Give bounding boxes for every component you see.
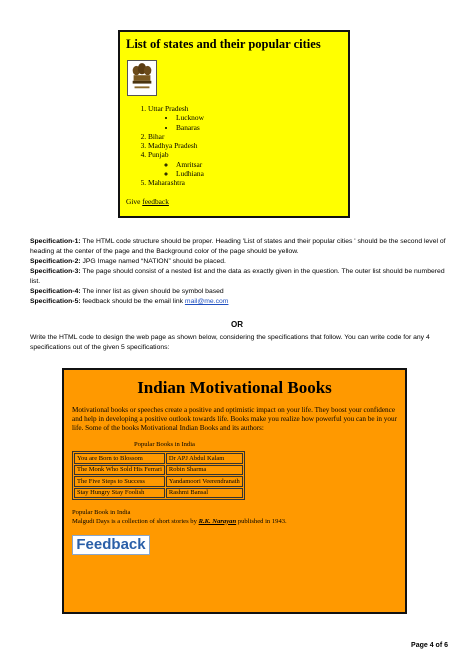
state-name: Maharashtra: [148, 178, 185, 188]
author-cell: Yandamoori Veerendranath: [166, 476, 243, 487]
spec-text: The inner list as given should be symbol based: [82, 288, 224, 295]
state-item: [148, 132, 204, 141]
specifications-block: [30, 237, 450, 307]
cities-list: [166, 160, 204, 179]
national-emblem-image: [127, 60, 157, 96]
cities-list: [166, 113, 204, 132]
table-row: [74, 465, 243, 476]
state-item: [148, 104, 204, 132]
author-name: R.K. Narayan: [198, 517, 237, 525]
spec-label: Specification-4:: [30, 288, 81, 295]
spec-label: Specification-1:: [30, 238, 81, 245]
specification-1: [30, 237, 450, 257]
spec-label: Specification-5:: [30, 298, 81, 305]
books-table: [72, 451, 245, 500]
instruction-text: Write the HTML code to design the web page as shown below, considering the specifications that follow. You can write code for any 4 specifications out of the given 5 specifications:: [30, 334, 430, 351]
feedback-button[interactable]: Feedback: [72, 535, 150, 555]
spec-text: The HTML code structure should be proper. Heading 'List of states and their popular cities ' should be the second level of heading at the center of the page and the Background color of the page should be yellow.: [30, 238, 446, 255]
city-item: ◦ Amritsar: [176, 160, 204, 169]
author-cell: Rashmi Bansal: [166, 488, 243, 499]
books-title: Indian Motivational Books: [137, 378, 332, 397]
city-item: • Lucknow: [176, 113, 204, 122]
give-text: Give: [126, 197, 141, 206]
spec-text: feedback should be the email link: [82, 298, 184, 305]
table-row: [74, 476, 243, 487]
table-row: [74, 453, 243, 464]
feedback-line: [126, 197, 169, 206]
book-cell: The Five Steps to Success: [74, 476, 165, 487]
city-item: • Banaras: [176, 123, 204, 132]
feedback-link[interactable]: feedback: [142, 197, 169, 206]
state-name: Bihar: [148, 131, 165, 141]
table-caption: Popular Books in India: [134, 441, 195, 448]
yellow-page-figure: [118, 30, 350, 218]
spec-text: The page should consist of a nested list and the data as exactly given in the question. The outer list should be numbered list.: [30, 268, 445, 285]
state-name: Punjab: [148, 150, 169, 160]
state-item: [148, 150, 204, 178]
table-row: [74, 488, 243, 499]
spec-text: JPG Image named “NATION” should be placed.: [82, 258, 226, 265]
state-name: Madhya Pradesh: [148, 141, 198, 151]
city-item: ◦ Ludhiana: [176, 169, 204, 178]
intro-paragraph: Motivational books or speeches create a positive and optimistic impact on your life. They boost your confidence and help in developing a positive outlook towards life. Books make you realize how powerful you can be in your life. Some of the books Motivational Indian Books and its authors:: [72, 406, 397, 432]
page-heading: List of states and their popular cities: [126, 37, 321, 51]
popular-book-heading: Popular Book in India: [72, 509, 131, 516]
state-item: [148, 178, 204, 187]
book-cell: Stay Hungry Stay Foolish: [74, 488, 165, 499]
popular-book-line: [72, 518, 287, 527]
spec-label: Specification-3:: [30, 268, 81, 275]
popular-suffix: published in 1943.: [237, 517, 287, 525]
state-item: [148, 141, 204, 150]
book-cell: You are Born to Blossom: [74, 453, 165, 464]
specification-4: [30, 287, 450, 297]
popular-prefix: Malgudi Days is a collection of short stories by: [72, 517, 197, 525]
mail-link[interactable]: mail@me.com: [184, 298, 229, 305]
or-separator: OR: [231, 320, 243, 329]
page-number: Page 4 of 6: [411, 642, 448, 649]
emblem-icon: [128, 61, 156, 95]
state-name: Uttar Pradesh: [148, 104, 189, 113]
author-cell: Robin Sharma: [166, 465, 243, 476]
specification-2: [30, 257, 450, 267]
popular-book-block: [72, 509, 287, 526]
specification-3: [30, 267, 450, 287]
spec-label: Specification-2:: [30, 258, 81, 265]
author-cell: Dr APJ Abdul Kalam: [166, 453, 243, 464]
orange-page-figure: [62, 368, 407, 614]
states-numbered-list: [138, 104, 204, 188]
specification-5: [30, 297, 450, 307]
book-cell: The Monk Who Sold His Ferrari: [74, 465, 165, 476]
